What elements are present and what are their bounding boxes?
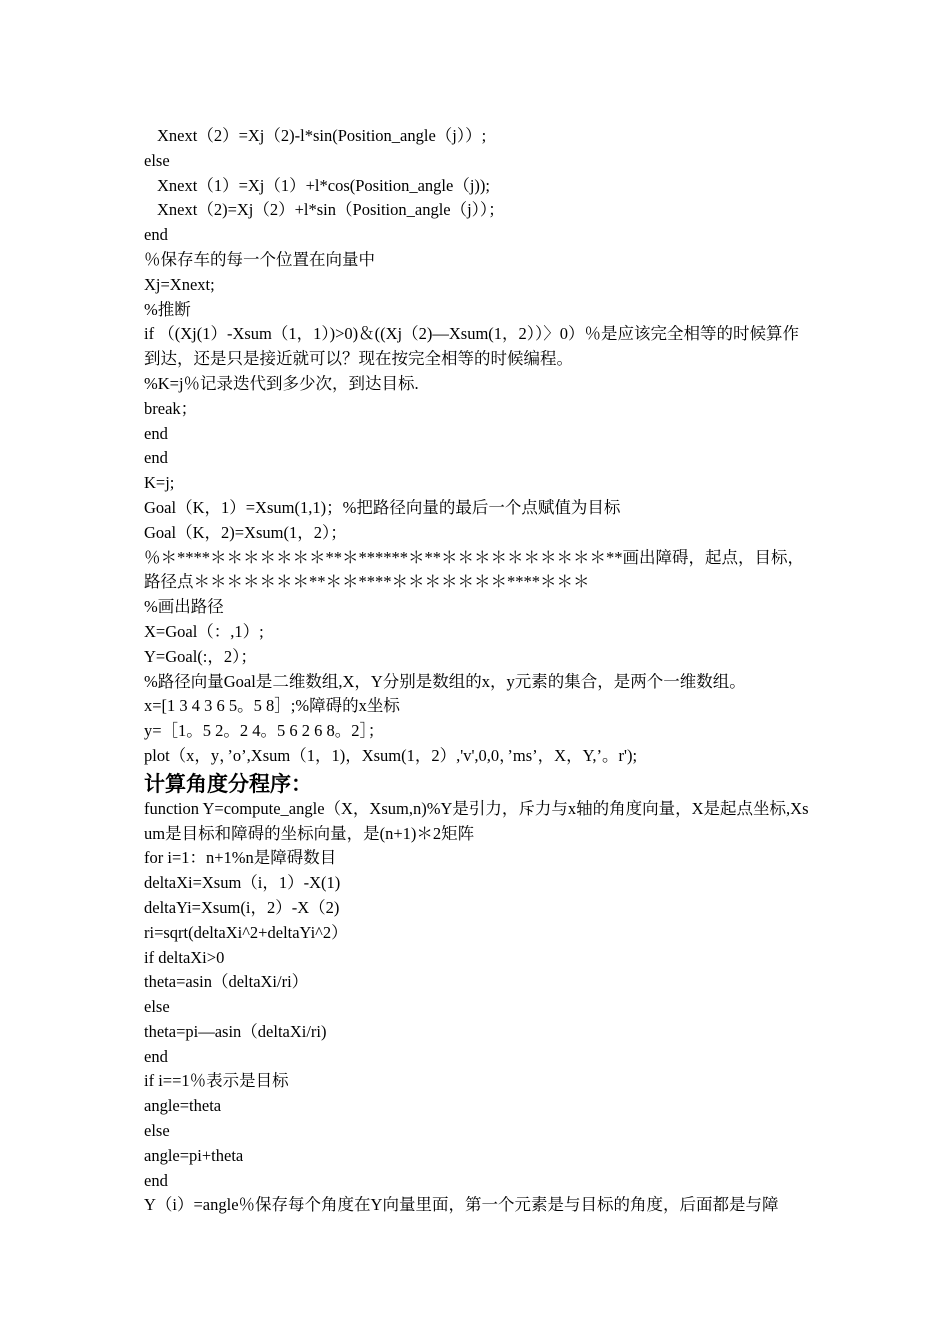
code-line-plot: plot（x，y，’o’,Xsum（1，1)，Xsum(1，2）,'v',0,0，’ms’，X，Y,’。r'); [144,745,638,765]
code-comment-line: %推断 [144,299,191,319]
code-block-compute-angle [144,797,812,1219]
code-line: end [144,423,168,443]
code-line: else [144,997,170,1017]
code-line: Y=Goal(:，2）； [144,646,257,666]
code-line: ri=sqrt(deltaXi^2+deltaYi^2） [144,922,348,942]
code-line: angle=pi+theta [144,1145,244,1165]
code-line: K=j; [144,473,175,493]
code-line: X=Goal（：,1）; [144,621,264,641]
code-comment-line: %K=j％记录迭代到多少次，到达目标. [144,373,419,393]
code-line: Goal（K，1）=Xsum(1,1)；%把路径向量的最后一个点赋值为目标 [144,497,621,517]
code-line: Goal（K，2)=Xsum(1，2）； [144,522,347,542]
code-line-function-signature: function Y=compute_angle（X，Xsum,n)%Y是引力，斥力与x轴的角度向量，X是起点坐标,Xsum是目标和障碍的坐标向量，是(n+1)＊2矩阵 [144,798,809,843]
code-line: Xj=Xnext; [144,274,215,294]
code-line: else [144,1121,170,1141]
code-line: if i==1％表示是目标 [144,1071,289,1091]
code-line: deltaXi=Xsum（i，1）-X(1) [144,873,341,893]
code-line: end [144,1170,168,1190]
code-line: end [144,448,168,468]
code-line-if-condition: if （(Xj(1）-Xsum（1，1）)>0)＆((Xj（2)—Xsum(1，2））〉0）％是应该完全相等的时候算作到达，还是只是接近就可以？现在按完全相等的时候编程。 [144,324,800,369]
document-body [144,124,812,1218]
code-line: Xnext（2)=Xj（2）+l*sin（Position_angle（j））； [157,200,505,220]
code-line: y=［1。5 2。2 4。5 6 2 6 8。2］； [144,721,385,741]
code-line: x=[1 3 4 3 6 5。5 8］;%障碍的x坐标 [144,696,400,716]
code-line: for i=1：n+1%n是障碍数目 [144,848,337,868]
code-line: angle=theta [144,1096,222,1116]
code-comment-line: %画出路径 [144,597,224,617]
code-line: if deltaXi>0 [144,947,225,967]
code-line: Y（i）=angle％保存每个角度在Y向量里面，第一个元素是与目标的角度，后面都是与障 [144,1195,779,1215]
code-line: deltaYi=Xsum(i，2）-X（2) [144,897,340,917]
code-line: Xnext（1）=Xj（1）+l*cos(Position_angle（j)); [157,175,490,195]
code-line: end [144,1046,168,1066]
code-comment-separator: ％＊****＊＊＊＊＊＊＊**＊******＊**＊＊＊＊＊＊＊＊＊＊**画出障碍，起点，目标，路径点＊＊＊＊＊＊＊**＊＊****＊＊＊＊＊＊＊****＊＊＊ [144,547,804,592]
code-block-path-planning [144,124,812,769]
code-line: end [144,225,168,245]
code-comment-line: %路径向量Goal是二维数组,X，Y分别是数组的x，y元素的集合，是两个一维数组。 [144,671,746,691]
code-line: break； [144,398,198,418]
code-line: else [144,150,170,170]
code-line: theta=pi—asin（deltaXi/ri) [144,1021,327,1041]
code-line: theta=asin（deltaXi/ri） [144,972,309,992]
section-heading: 计算角度分程序： [144,771,312,796]
code-line: Xnext（2）=Xj（2)-l*sin(Position_angle（j））; [157,126,487,145]
code-comment-line: ％保存车的每一个位置在向量中 [144,249,375,269]
